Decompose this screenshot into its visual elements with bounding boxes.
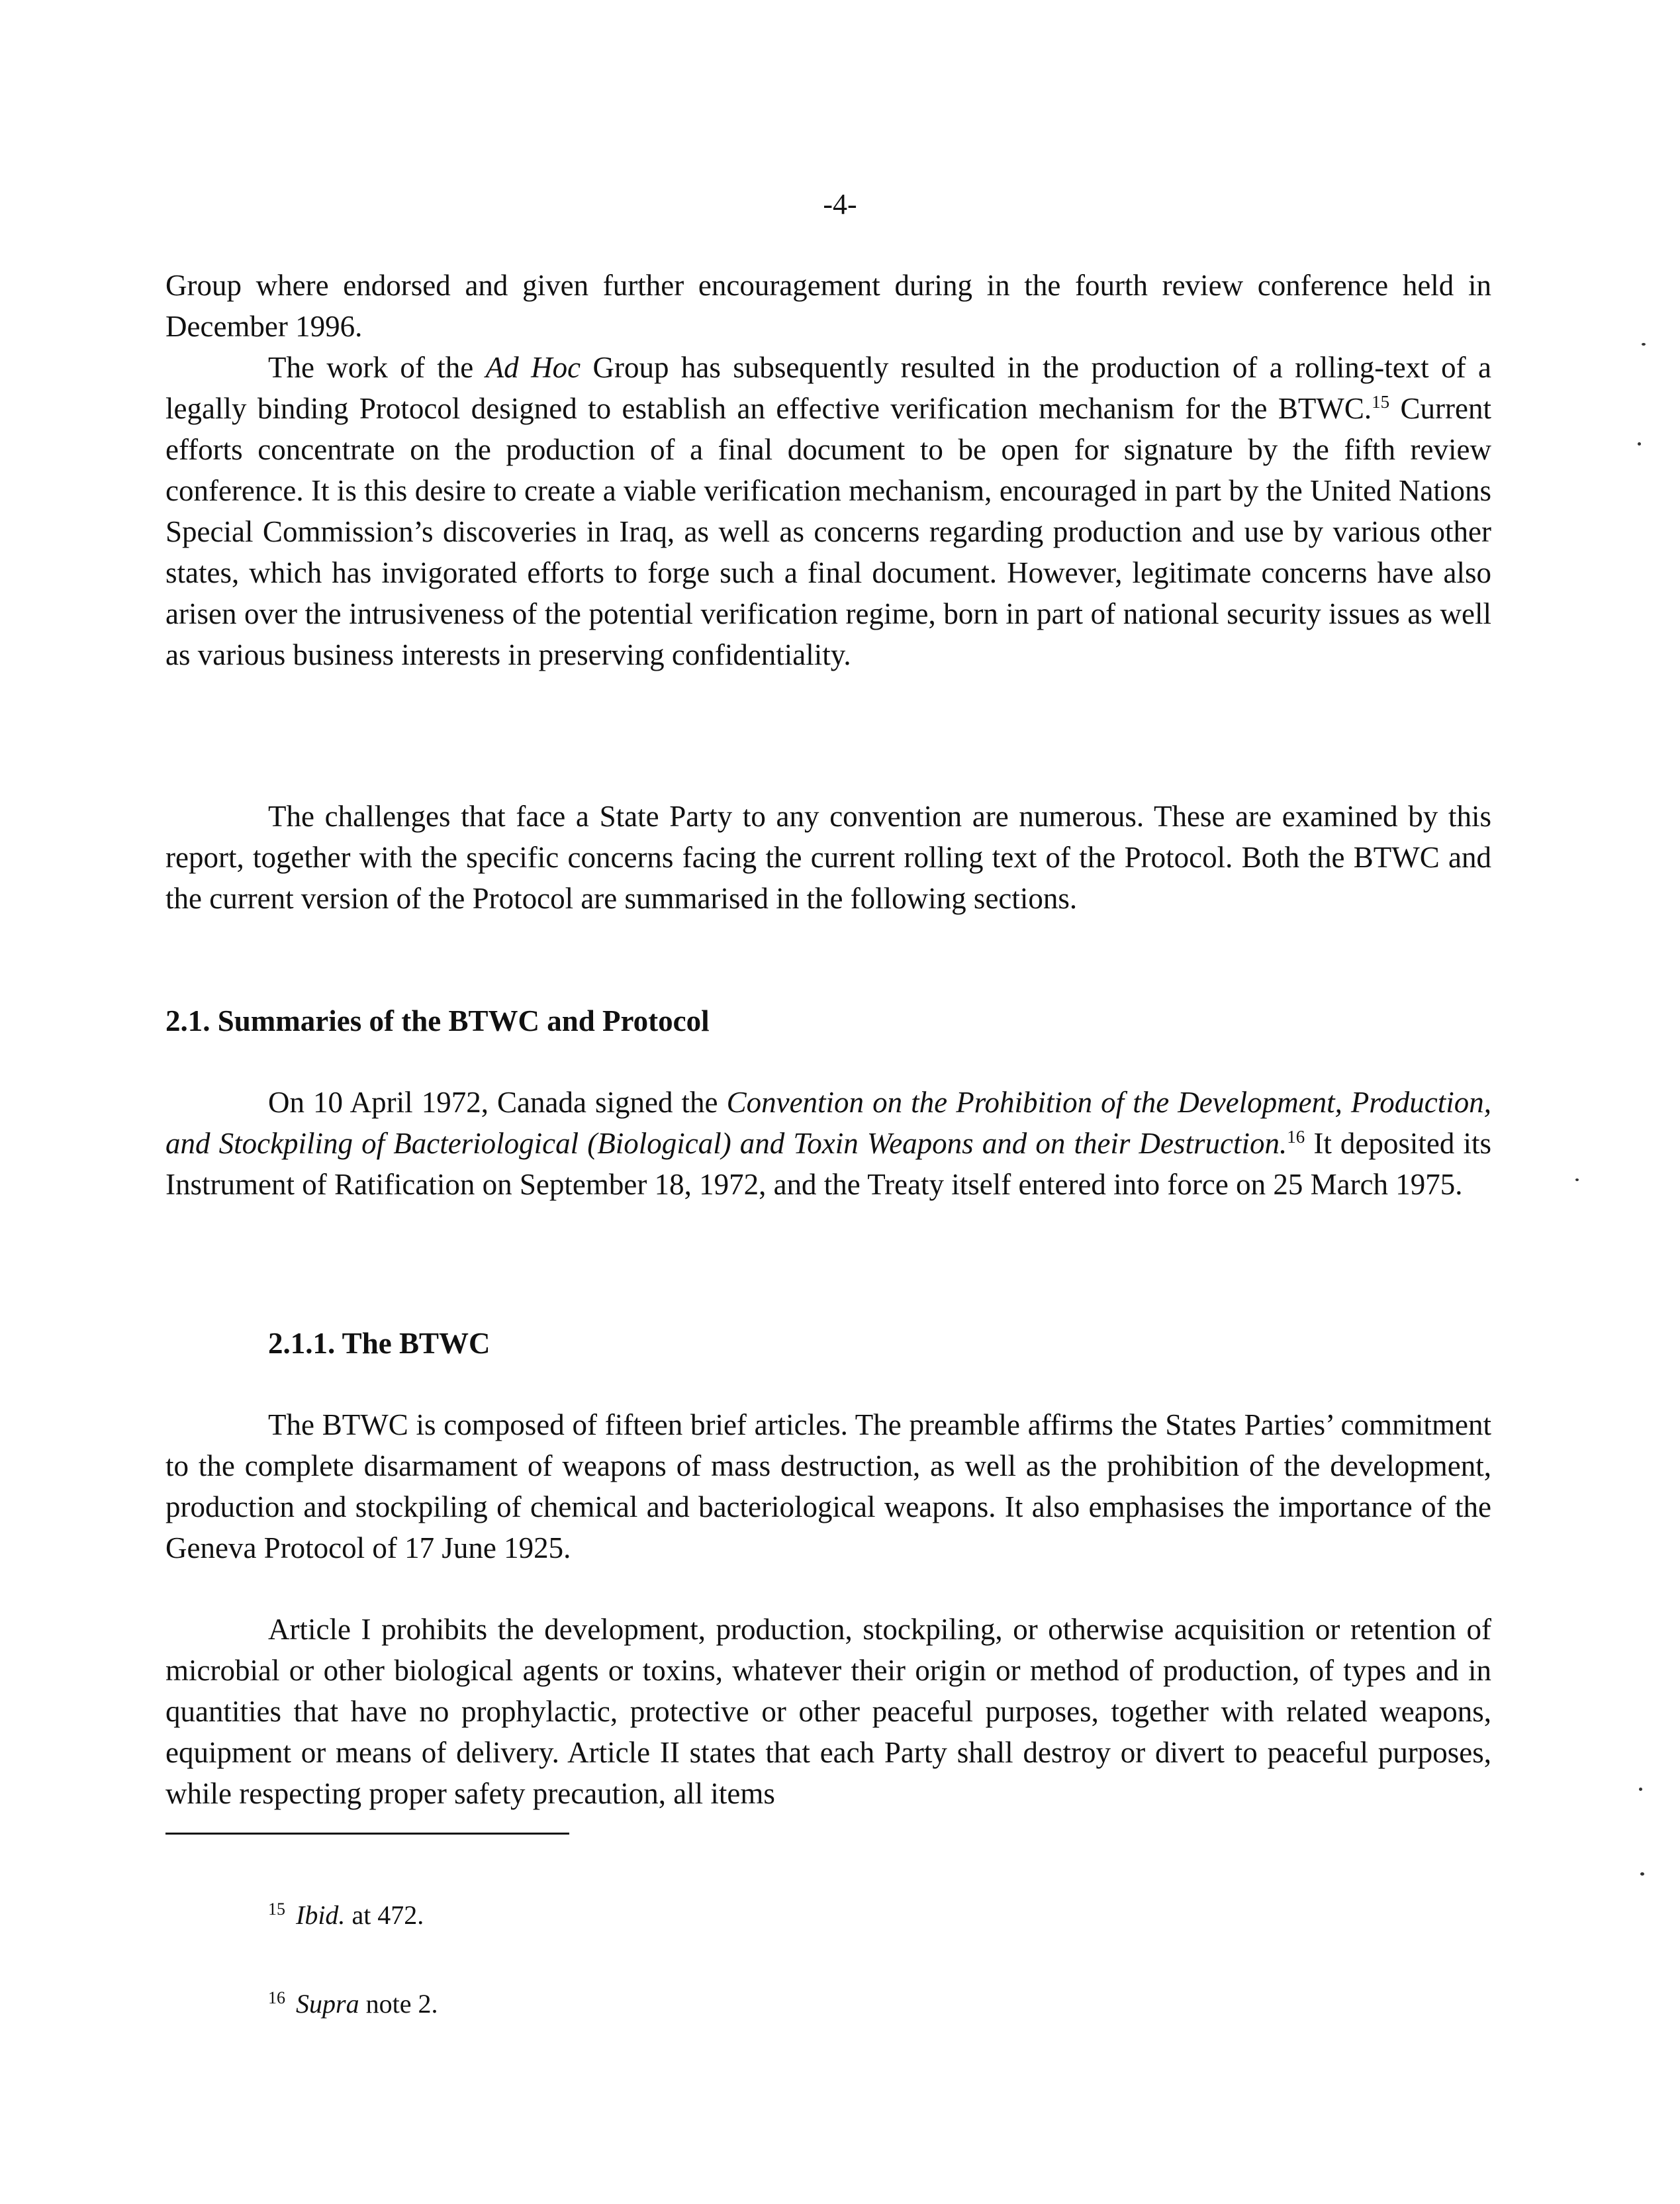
text-run: The work of the <box>268 351 486 384</box>
footnote-ref[interactable]: 15 <box>1372 392 1390 412</box>
scan-speck <box>1638 442 1641 446</box>
scan-speck <box>1642 343 1646 346</box>
footnote-ref[interactable]: 16 <box>1287 1127 1305 1147</box>
paragraph-article-i <box>165 1609 1491 1814</box>
footnote-text: note 2. <box>359 1989 438 2019</box>
scan-speck <box>1575 1178 1579 1181</box>
footnote-number: 16 <box>268 1988 285 2007</box>
page-number: -4- <box>823 188 857 220</box>
footnote-italic: Supra <box>296 1989 359 2019</box>
text-run: Current efforts concentrate on the production of a final document to be open for signature by the fifth review conference. It is this desire to create a viable verification mechanism, encouraged in part by the United Nations Special Commission’s discoveries in Iraq, as well as concerns regarding production and use by various other states, which has invigorated efforts to forge such a final document. However, legitimate concerns have also arisen over the intrusiveness of the potential verification regime, born in part of national security issues as well as various business interests in preserving confidentiality. <box>165 392 1491 671</box>
paragraph-continuation <box>165 265 1491 347</box>
footnote-italic: Ibid. <box>296 1900 346 1930</box>
section-heading: 2.1. Summaries of the BTWC and Protocol <box>165 1004 710 1037</box>
paragraph-btwc-composed <box>165 1404 1491 1568</box>
scan-speck <box>1640 1872 1644 1876</box>
footnote-number: 15 <box>268 1899 285 1919</box>
paragraph-canada-signed <box>165 1082 1491 1205</box>
paragraph-text: The challenges that face a State Party to any convention are numerous. These are examined by this report, together with the specific concerns facing the current rolling text of the Protocol. Both the BTWC and the current version of the Protocol are summarised in the following sections. <box>165 800 1491 915</box>
paragraph-text: Article I prohibits the development, production, stockpiling, or otherwise acquisition or retention of microbial or other biological agents or toxins, whatever their origin or method of production, of types and in quantities that have no prophylactic, protective or other peaceful purposes, together with related weapons, equipment or means of delivery. Article II states that each Party shall destroy or divert to peaceful purposes, while respecting proper safety precaution, all items <box>165 1613 1491 1810</box>
paragraph-text: Group where endorsed and given further encouragement during in the fourth review conference held in December 1996. <box>165 269 1491 343</box>
paragraph-text: The BTWC is composed of fifteen brief articles. The preamble affirms the States Parties’ commitment to the complete disarmament of weapons of mass destruction, as well as the prohibition of the development, production and stockpiling of chemical and bacteriological weapons. It also emphasises the importance of the Geneva Protocol of 17 June 1925. <box>165 1408 1491 1564</box>
text-run: On 10 April 1972, Canada signed the <box>268 1086 727 1119</box>
footnote-16 <box>268 1988 438 2021</box>
footnote-separator <box>165 1833 569 1835</box>
text-run: Group has subsequently resulted in the production of a rolling-text of a legally binding Protocol designed to establish an effective verification mechanism for the BTWC. <box>165 351 1491 425</box>
italic-text: Ad Hoc <box>485 351 581 384</box>
text-run: It deposited its Instrument of Ratification on September 18, 1972, and the Treaty itself entered into force on 25 March 1975. <box>165 1127 1492 1201</box>
paragraph-ad-hoc-group <box>165 347 1491 675</box>
subsection-heading: 2.1.1. The BTWC <box>268 1327 490 1360</box>
paragraph-challenges <box>165 796 1491 919</box>
footnote-text: at 472. <box>345 1900 424 1930</box>
scan-speck <box>1639 1788 1642 1791</box>
footnote-15 <box>268 1899 424 1932</box>
italic-text: Convention on the Prohibition of the Development, Production, and Stockpiling of Bacteriological (Biological) and Toxin Weapons and on their Destruction. <box>165 1086 1491 1160</box>
